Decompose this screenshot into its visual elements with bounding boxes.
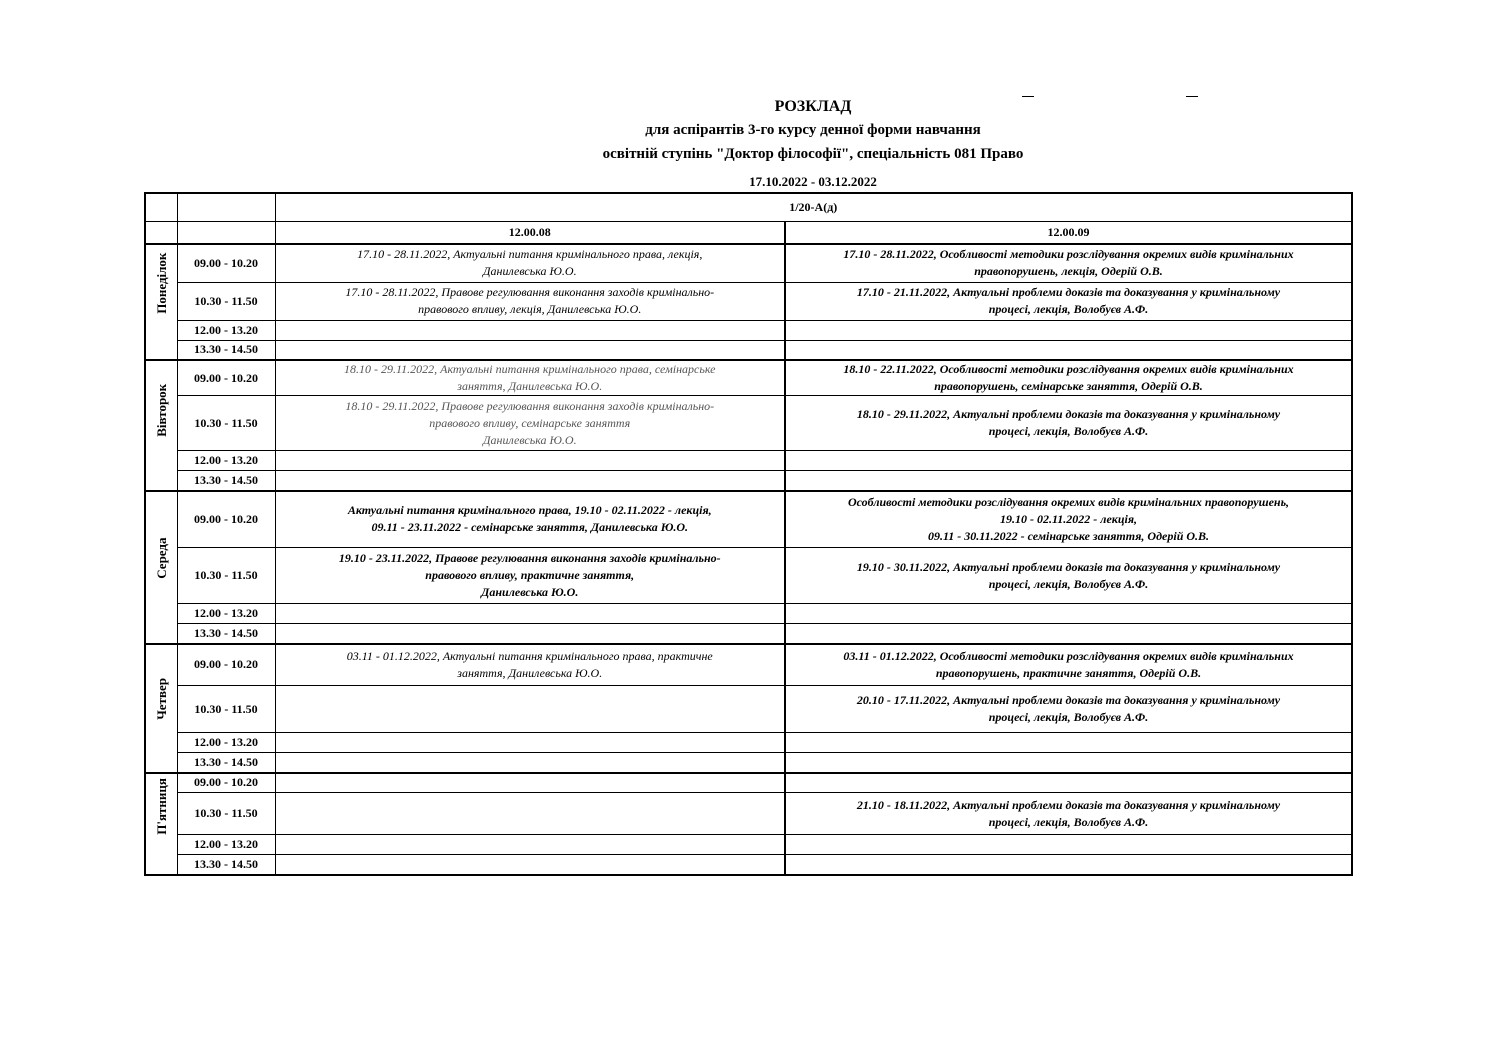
table-row (145, 686, 1352, 733)
class-text-line: правопорушень, семінарське заняття, Одерій О.В. (934, 379, 1203, 393)
class-text-line: процесі, лекція, Волобуєв А.Ф. (988, 814, 1149, 829)
class-cell-room-2 (785, 835, 1352, 855)
class-text-line: Данилевська Ю.О. (482, 264, 577, 279)
class-text-line: Данилевська Ю.О. (482, 432, 577, 447)
class-cell-room-2 (785, 604, 1352, 624)
schedule-dates: 17.10.2022 - 03.12.2022 (749, 174, 877, 189)
class-cell-room-1 (275, 624, 785, 644)
empty-cell (177, 193, 275, 221)
class-text-line: 18.10 - 22.11.2022, Особливості методики розслідування окремих видів кримінальних (843, 362, 1294, 376)
class-cell-room-2 (785, 855, 1352, 875)
time-slot: 10.30 - 11.50 (177, 686, 275, 733)
table-row (145, 753, 1352, 773)
class-text-line: правового впливу, лекція, Данилевська Ю.О. (418, 302, 642, 316)
time-slot: 09.00 - 10.20 (177, 491, 275, 548)
table-row (145, 644, 1352, 686)
class-text-line: правового впливу, семінарське заняття (429, 415, 631, 430)
class-cell-room-1 (275, 753, 785, 773)
table-row (145, 282, 1352, 320)
class-cell-room-1 (275, 491, 785, 548)
class-text-line: 03.11 - 01.12.2022, Особливості методики розслідування окремих видів кримінальних (843, 648, 1294, 663)
table-row (145, 360, 1352, 396)
class-text-line: 19.10 - 30.11.2022, Актуальні проблеми доказів та доказування у кримінальному (856, 559, 1281, 574)
dash-mark (1022, 96, 1034, 97)
time-slot: 10.30 - 11.50 (177, 396, 275, 451)
class-text-line: процесі, лекція, Волобуєв А.Ф. (988, 302, 1149, 316)
class-text-line: 17.10 - 28.11.2022, Особливості методики розслідування окремих видів кримінальних (843, 247, 1294, 262)
class-cell-room-1 (275, 548, 785, 604)
table-row (145, 451, 1352, 471)
class-cell-room-2 (785, 773, 1352, 793)
day-label (145, 773, 177, 875)
day-name: Середа (153, 537, 169, 579)
class-cell-room-2 (785, 282, 1352, 320)
time-slot: 12.00 - 13.20 (177, 320, 275, 340)
table-row (145, 835, 1352, 855)
table-row (145, 491, 1352, 548)
page-title: РОЗКЛАД (774, 98, 852, 115)
class-text-line: 17.10 - 28.11.2022, Актуальні питання кримінального права, лекція, (357, 247, 703, 262)
class-text-line: 20.10 - 17.11.2022, Актуальні проблеми доказів та доказування у кримінальному (856, 693, 1281, 707)
class-cell-room-1 (275, 733, 785, 753)
day-name: П'ятниця (153, 778, 169, 835)
class-cell-room-2 (785, 491, 1352, 548)
class-text-line: 21.10 - 18.11.2022, Актуальні проблеми доказів та доказування у кримінальному (856, 797, 1281, 812)
class-text-line: процесі, лекція, Волобуєв А.Ф. (988, 576, 1149, 591)
time-slot: 10.30 - 11.50 (177, 793, 275, 835)
class-cell-room-2 (785, 793, 1352, 835)
class-cell-room-1 (275, 451, 785, 471)
time-slot: 13.30 - 14.50 (177, 624, 275, 644)
dash-mark (1186, 96, 1198, 97)
class-cell-room-1 (275, 360, 785, 396)
class-text-line: 03.11 - 01.12.2022, Актуальні питання кримінального права, практичне (346, 648, 713, 663)
day-label (145, 244, 177, 360)
class-cell-room-2 (785, 244, 1352, 282)
day-label (145, 644, 177, 773)
class-text-line: процесі, лекція, Волобуєв А.Ф. (988, 424, 1149, 438)
room-header: 12.00.09 (785, 221, 1352, 244)
table-row (145, 604, 1352, 624)
table-row (145, 340, 1352, 360)
table-row (145, 244, 1352, 282)
class-text-line: правопорушень, лекція, Одерій О.В. (974, 264, 1163, 279)
day-name: Вівторок (153, 383, 169, 437)
class-text-line: 09.11 - 23.11.2022 - семінарське заняття, Данилевська Ю.О. (371, 520, 689, 535)
class-cell-room-1 (275, 282, 785, 320)
class-text-line: 18.10 - 29.11.2022, Актуальні питання кримінального права, семінарське (344, 362, 716, 376)
time-slot: 09.00 - 10.20 (177, 360, 275, 396)
table-row (145, 320, 1352, 340)
class-text-line: 09.11 - 30.11.2022 - семінарське заняття, Одерій О.В. (927, 528, 1210, 543)
time-slot: 12.00 - 13.20 (177, 604, 275, 624)
class-cell-room-2 (785, 644, 1352, 686)
class-cell-room-1 (275, 835, 785, 855)
table-row (145, 773, 1352, 793)
table-row (145, 793, 1352, 835)
class-text-line: 19.10 - 02.11.2022 - лекція, (999, 511, 1138, 526)
time-slot: 13.30 - 14.50 (177, 471, 275, 491)
empty-cell (145, 193, 177, 221)
room-header: 12.00.08 (275, 221, 785, 244)
time-slot: 13.30 - 14.50 (177, 340, 275, 360)
time-slot: 10.30 - 11.50 (177, 282, 275, 320)
class-cell-room-2 (785, 753, 1352, 773)
group-header-row (145, 193, 1352, 221)
class-cell-room-1 (275, 793, 785, 835)
room-header-row (145, 221, 1352, 244)
class-cell-room-2 (785, 396, 1352, 451)
day-label (145, 491, 177, 644)
class-cell-room-1 (275, 604, 785, 624)
class-cell-room-1 (275, 320, 785, 340)
day-label (145, 360, 177, 491)
class-text-line: процесі, лекція, Волобуєв А.Ф. (988, 710, 1149, 724)
class-text-line: правопорушень, практичне заняття, Одерій О.В. (935, 665, 1202, 680)
class-text-line: 18.10 - 29.11.2022, Правове регулювання виконання заходів кримінально- (345, 398, 715, 413)
class-cell-room-2 (785, 451, 1352, 471)
page-subtitle: для аспірантів 3-го курсу денної форми навчання (645, 122, 981, 138)
class-text-line: правового впливу, практичне заняття, (425, 568, 635, 582)
class-cell-room-2 (785, 360, 1352, 396)
class-text-line: Актуальні питання кримінального права, 19.10 - 02.11.2022 - лекція, (347, 503, 712, 518)
class-cell-room-2 (785, 624, 1352, 644)
day-name: Понеділок (153, 252, 169, 314)
class-cell-room-1 (275, 340, 785, 360)
class-text-line: Особливості методики розслідування окремих видів кримінальних правопорушень, (847, 494, 1290, 509)
class-cell-room-2 (785, 686, 1352, 733)
class-text-line: заняття, Данилевська Ю.О. (457, 665, 603, 680)
time-slot: 13.30 - 14.50 (177, 753, 275, 773)
schedule-table (144, 192, 1353, 876)
time-slot: 12.00 - 13.20 (177, 835, 275, 855)
time-slot: 13.30 - 14.50 (177, 855, 275, 875)
group-name: 1/20-А(д) (275, 193, 1352, 221)
table-row (145, 471, 1352, 491)
table-row (145, 855, 1352, 875)
time-slot: 12.00 - 13.20 (177, 451, 275, 471)
class-cell-room-1 (275, 644, 785, 686)
class-cell-room-1 (275, 855, 785, 875)
class-cell-room-2 (785, 340, 1352, 360)
table-row (145, 548, 1352, 604)
time-slot: 09.00 - 10.20 (177, 773, 275, 793)
time-slot: 09.00 - 10.20 (177, 244, 275, 282)
time-slot: 10.30 - 11.50 (177, 548, 275, 604)
time-slot: 12.00 - 13.20 (177, 733, 275, 753)
class-text-line: 19.10 - 23.11.2022, Правове регулювання виконання заходів кримінально- (338, 551, 721, 565)
class-text-line: 17.10 - 21.11.2022, Актуальні проблеми доказів та доказування у кримінальному (856, 285, 1281, 299)
day-name: Четвер (153, 677, 169, 720)
class-cell-room-2 (785, 471, 1352, 491)
table-row (145, 396, 1352, 451)
empty-cell (177, 221, 275, 244)
page-subtitle-degree: освітній ступінь "Доктор філософії", спеціальність 081 Право (602, 146, 1024, 162)
class-text-line: 17.10 - 28.11.2022, Правове регулювання виконання заходів кримінально- (345, 285, 715, 299)
time-slot: 09.00 - 10.20 (177, 644, 275, 686)
table-row (145, 733, 1352, 753)
class-cell-room-1 (275, 471, 785, 491)
class-cell-room-2 (785, 733, 1352, 753)
class-text-line: Данилевська Ю.О. (481, 585, 579, 599)
class-cell-room-1 (275, 773, 785, 793)
class-cell-room-1 (275, 686, 785, 733)
class-cell-room-2 (785, 320, 1352, 340)
empty-cell (145, 221, 177, 244)
class-cell-room-1 (275, 396, 785, 451)
class-text-line: заняття, Данилевська Ю.О. (457, 379, 603, 393)
class-cell-room-1 (275, 244, 785, 282)
class-text-line: 18.10 - 29.11.2022, Актуальні проблеми доказів та доказування у кримінальному (856, 407, 1281, 421)
table-row (145, 624, 1352, 644)
class-cell-room-2 (785, 548, 1352, 604)
